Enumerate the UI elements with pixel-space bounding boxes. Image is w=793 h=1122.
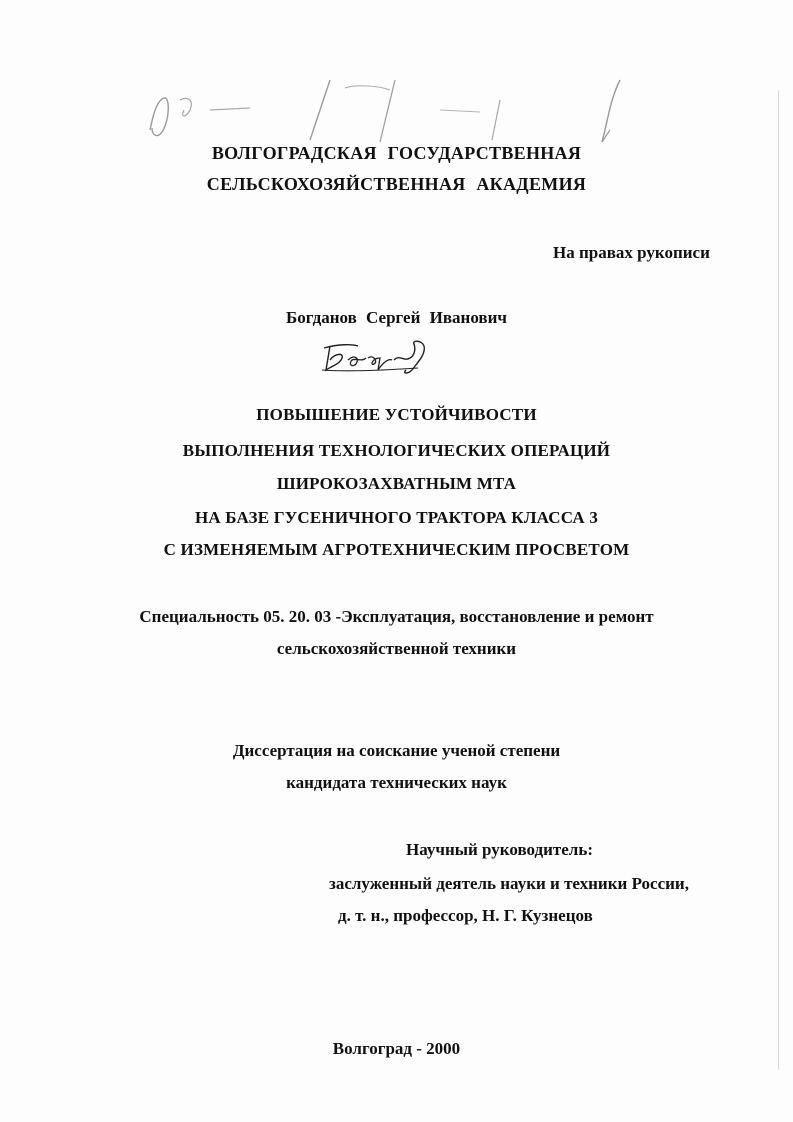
- manuscript-note: На правах рукописи: [553, 243, 710, 262]
- supervisor-name: д. т. н., профессор, Н. Г. Кузнецов: [338, 906, 593, 925]
- dissertation-line-1: Диссертация на соискание ученой степени: [232, 741, 561, 760]
- archive-handwriting-mark: [140, 70, 660, 150]
- thesis-title-line-5: С ИЗМЕНЯЕМЫМ АГРОТЕХНИЧЕСКИМ ПРОСВЕТОМ: [163, 540, 630, 559]
- thesis-title-line-4: НА БАЗЕ ГУСЕНИЧНОГО ТРАКТОРА КЛАССА 3: [194, 508, 599, 527]
- specialty-line-2: сельскохозяйственной техники: [276, 639, 517, 658]
- thesis-title-line-1: ПОВЫШЕНИЕ УСТОЙЧИВОСТИ: [256, 405, 537, 424]
- place-year: Волгоград - 2000: [332, 1039, 461, 1058]
- dissertation-line-2: кандидата технических наук: [286, 773, 507, 792]
- thesis-title-line-2: ВЫПОЛНЕНИЯ ТЕХНОЛОГИЧЕСКИХ ОПЕРАЦИЙ: [182, 441, 611, 460]
- specialty-line-1: Специальность 05. 20. 03 -Эксплуатация, восстановление и ремонт: [139, 607, 654, 626]
- institution-line-1: ВОЛГОГРАДСКАЯ ГОСУДАРСТВЕННАЯ: [211, 143, 582, 163]
- author-name: Богданов Сергей Иванович: [286, 308, 507, 327]
- scan-edge: [778, 90, 779, 1070]
- thesis-title-line-3: ШИРОКОЗАХВАТНЫМ МТА: [276, 474, 517, 493]
- institution-line-2: СЕЛЬСКОХОЗЯЙСТВЕННАЯ АКАДЕМИЯ: [206, 174, 587, 194]
- supervisor-label: Научный руководитель:: [406, 840, 593, 859]
- supervisor-title: заслуженный деятель науки и техники России,: [329, 874, 689, 893]
- author-signature: [318, 336, 448, 378]
